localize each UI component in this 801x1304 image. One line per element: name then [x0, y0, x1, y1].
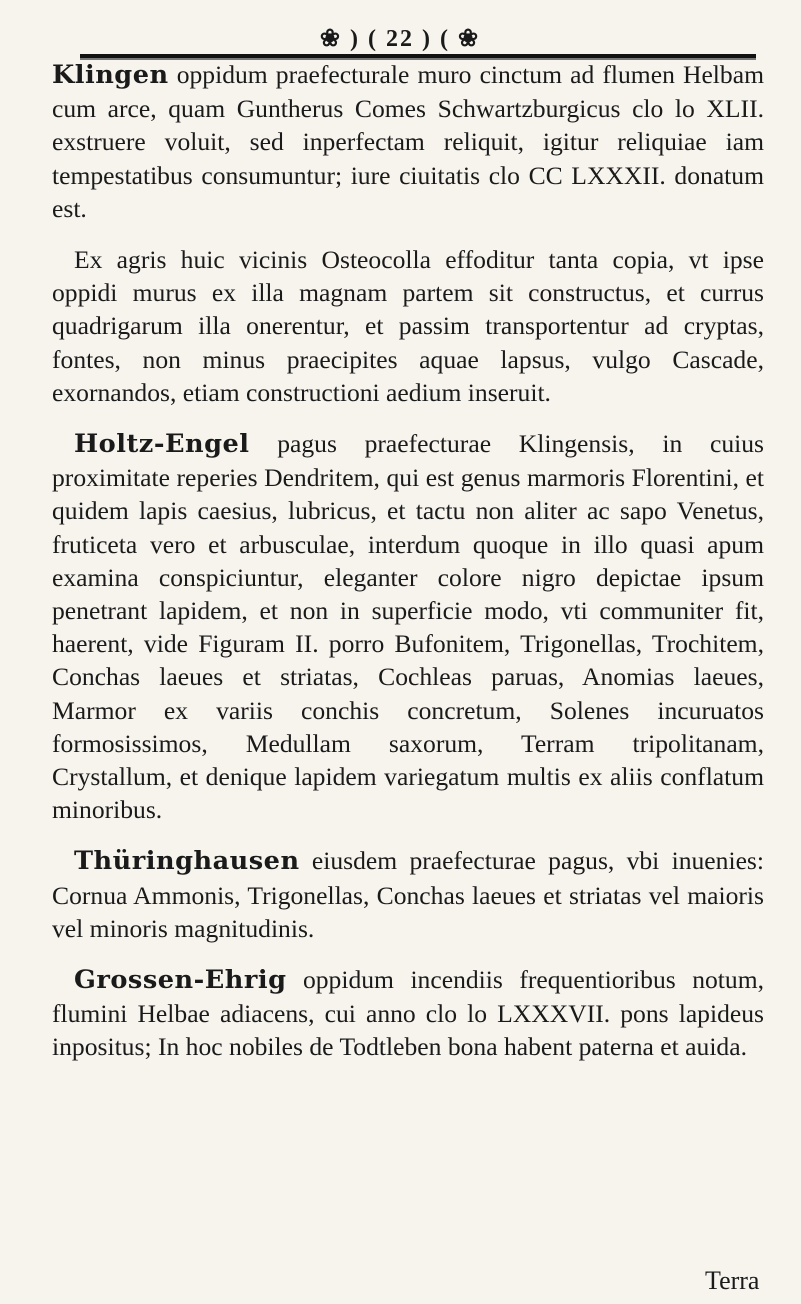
place-name: Holtz-Engel	[74, 429, 250, 460]
paragraph-text: oppidum incendiis frequentioribus notum, flumini Helbae adiacens, cui anno clo lo LXXXVII. pons lapideus inpositus; In hoc nobiles de Todtleben bona habent paterna et auida.	[52, 965, 764, 1062]
paragraph-grossen-ehrig	[52, 963, 764, 1064]
paragraph-klingen	[52, 58, 764, 225]
paragraph-text: oppidum praefecturale muro cinctum ad flumen Helbam cum arce, quam Guntherus Comes Schwartzburgicus clo lo XLII. exstruere voluit, sed inperfectam reliquit, igitur reliquiae iam tempestatibus consumuntur; iure ciuitatis clo CC LXXXII. donatum est.	[52, 60, 764, 223]
place-name: Klingen	[52, 60, 169, 90]
text-body	[52, 58, 764, 1064]
page-header: ❀ ) ( 22 ) ( ❀	[319, 26, 481, 52]
place-name: Grossen-Ehrig	[74, 965, 287, 996]
place-name: Thüringhausen	[74, 846, 300, 877]
paragraph-thueringhausen	[52, 844, 764, 945]
paragraph-text: eiusdem praefecturae pagus, vbi inuenies: Cornua Ammonis, Trigonellas, Conchas laeues et striatas vel maioris vel minoris magnitudinis.	[52, 846, 764, 943]
paragraph-text: pagus praefecturae Klingensis, in cuius proximitate reperies Dendritem, qui est genus marmoris Florentini, et quidem lapis caesius, lubricus, et tactu non aliter ac sapo Venetus, fruticeta vero et arbusculae, interdum quoque in illo quasi apum examina conspiciuntur, eleganter colore nigro depictae ipsum penetrant lapidem, et non in superficie modo, vti communiter fit, haerent, vide Figuram II. porro Bufonitem, Trigonellas, Trochitem, Conchas laeues et striatas, Cochleas paruas, Anomias laeues, Marmor ex variis conchis concretum, Solenes incuruatos formosissimos, Medullam saxorum, Terram tripolitanam, Crystallum, et denique lapidem variegatum multis ex aliis conflatum minoribus.	[52, 429, 764, 825]
paragraph-osteocolla	[52, 243, 764, 409]
paragraph-holtz-engel	[52, 427, 764, 826]
catchword: Terra	[705, 1266, 760, 1295]
paragraph-text: Ex agris huic vicinis Osteocolla effoditur tanta copia, vt ipse oppidi murus ex illa magnam partem sit constructus, et currus quadrigarum illa onerentur, et passim transportentur ad cryptas, fontes, non minus praecipites aquae lapsus, vulgo Cascade, exornandos, etiam constructioni aedium inseruit.	[52, 245, 764, 407]
